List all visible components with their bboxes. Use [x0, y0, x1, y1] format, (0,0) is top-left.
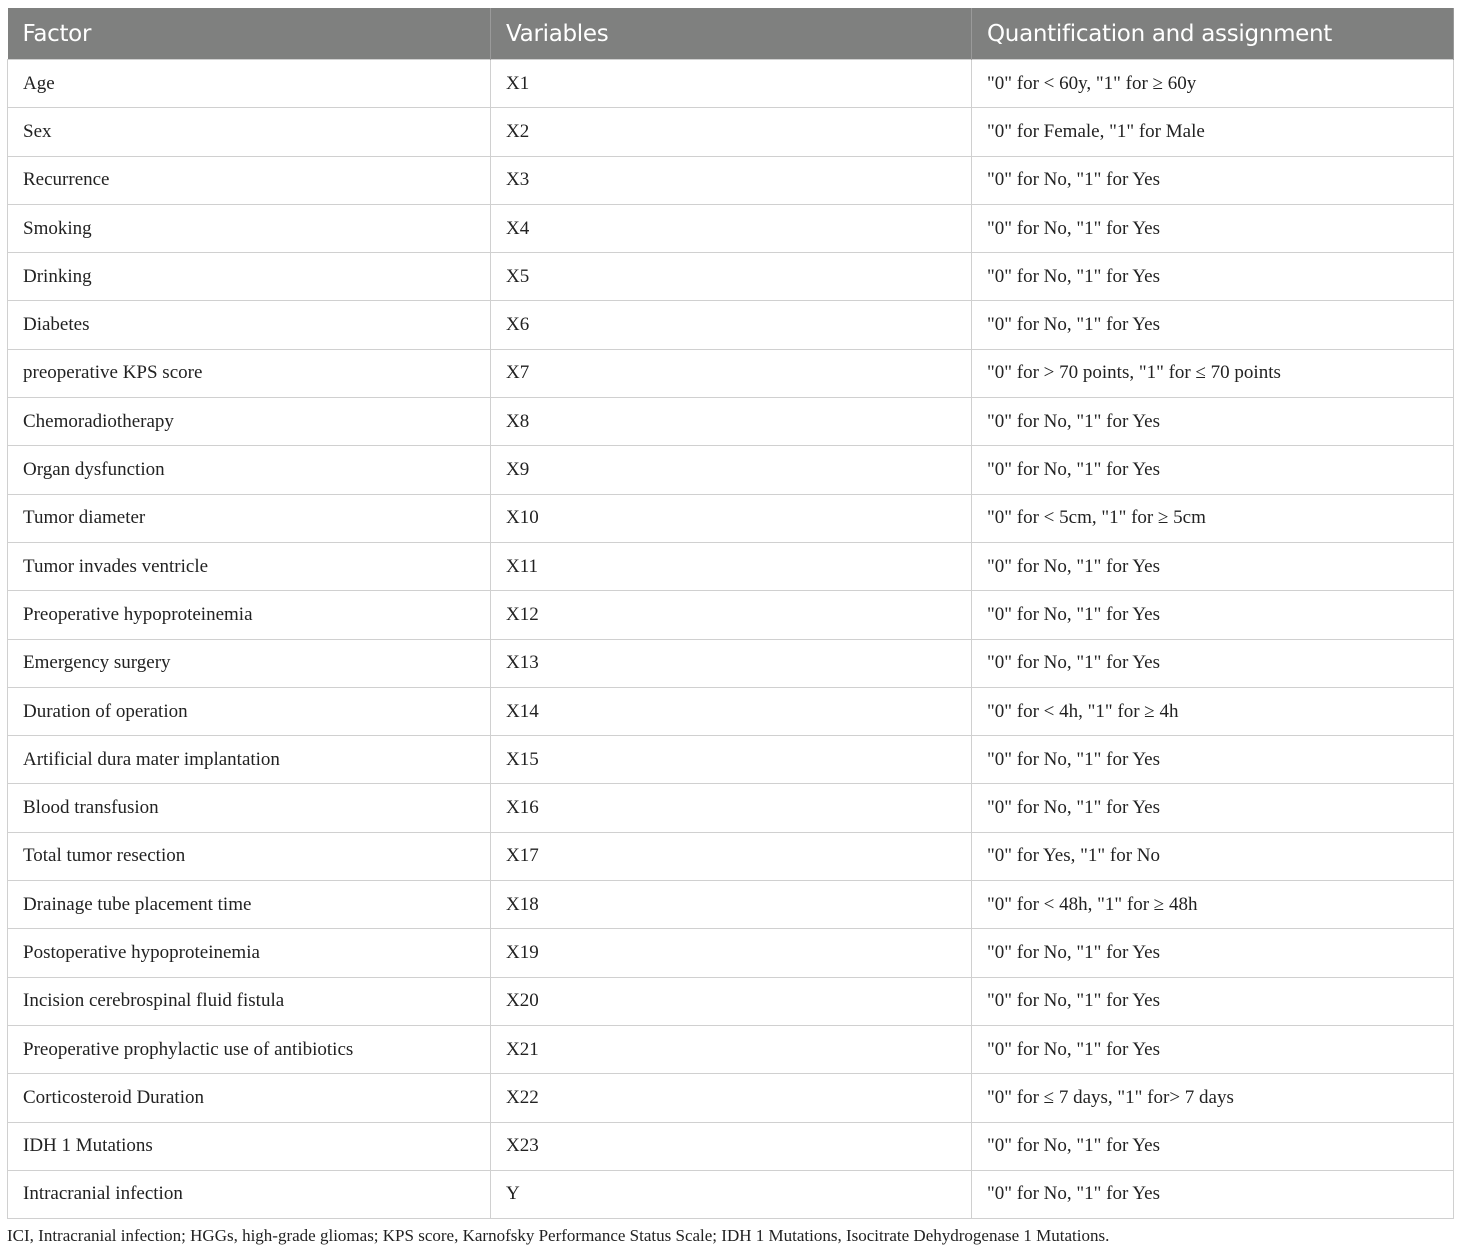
assignment-cell: "0" for ≤ 7 days, "1" for> 7 days	[972, 1074, 1454, 1122]
assignment-cell: "0" for No, "1" for Yes	[972, 929, 1454, 977]
factor-cell: Recurrence	[8, 156, 491, 204]
table-row	[8, 398, 1454, 446]
table-row	[8, 542, 1454, 590]
table-row	[8, 591, 1454, 639]
factor-cell: IDH 1 Mutations	[8, 1122, 491, 1170]
table-row	[8, 784, 1454, 832]
variable-cell: X8	[491, 398, 972, 446]
variable-cell: X21	[491, 1025, 972, 1073]
variable-cell: X10	[491, 494, 972, 542]
table-row	[8, 1122, 1454, 1170]
assignment-cell: "0" for No, "1" for Yes	[972, 784, 1454, 832]
factor-cell: Artificial dura mater implantation	[8, 736, 491, 784]
factor-cell: Smoking	[8, 204, 491, 252]
factor-cell: Duration of operation	[8, 687, 491, 735]
assignment-cell: "0" for < 4h, "1" for ≥ 4h	[972, 687, 1454, 735]
assignment-cell: "0" for No, "1" for Yes	[972, 156, 1454, 204]
table-row	[8, 1170, 1454, 1218]
variable-cell: X23	[491, 1122, 972, 1170]
assignment-cell: "0" for No, "1" for Yes	[972, 1122, 1454, 1170]
table-row	[8, 60, 1454, 108]
variable-cell: Y	[491, 1170, 972, 1218]
factor-cell: Preoperative prophylactic use of antibiotics	[8, 1025, 491, 1073]
assignment-cell: "0" for No, "1" for Yes	[972, 1025, 1454, 1073]
assignment-cell: "0" for No, "1" for Yes	[972, 542, 1454, 590]
variable-cell: X2	[491, 108, 972, 156]
variable-cell: X1	[491, 60, 972, 108]
table-row	[8, 349, 1454, 397]
assignment-cell: "0" for No, "1" for Yes	[972, 398, 1454, 446]
assignment-cell: "0" for No, "1" for Yes	[972, 736, 1454, 784]
factor-cell: Tumor diameter	[8, 494, 491, 542]
variable-cell: X6	[491, 301, 972, 349]
factor-cell: Diabetes	[8, 301, 491, 349]
factor-cell: Preoperative hypoproteinemia	[8, 591, 491, 639]
factor-cell: Intracranial infection	[8, 1170, 491, 1218]
table-row	[8, 639, 1454, 687]
variable-cell: X18	[491, 881, 972, 929]
table-row	[8, 446, 1454, 494]
factor-cell: Incision cerebrospinal fluid fistula	[8, 977, 491, 1025]
variable-cell: X4	[491, 204, 972, 252]
factor-cell: Age	[8, 60, 491, 108]
header-variables: Variables	[491, 8, 972, 60]
table-footnote: ICI, Intracranial infection; HGGs, high-grade gliomas; KPS score, Karnofsky Performance Status Scale; IDH 1 Mutations, Isocitrate Dehydrogenase 1 Mutations.	[7, 1226, 1110, 1245]
variable-cell: X12	[491, 591, 972, 639]
variable-cell: X7	[491, 349, 972, 397]
table-row	[8, 301, 1454, 349]
variable-cell: X5	[491, 253, 972, 301]
assignment-cell: "0" for No, "1" for Yes	[972, 1170, 1454, 1218]
factor-cell: Chemoradiotherapy	[8, 398, 491, 446]
assignment-cell: "0" for Female, "1" for Male	[972, 108, 1454, 156]
assignment-cell: "0" for No, "1" for Yes	[972, 204, 1454, 252]
variable-cell: X9	[491, 446, 972, 494]
table-row	[8, 832, 1454, 880]
variable-cell: X11	[491, 542, 972, 590]
factor-cell: Blood transfusion	[8, 784, 491, 832]
table-row	[8, 929, 1454, 977]
table-row	[8, 156, 1454, 204]
factor-cell: Emergency surgery	[8, 639, 491, 687]
factor-table	[7, 8, 1454, 1219]
table-row	[8, 494, 1454, 542]
variable-cell: X13	[491, 639, 972, 687]
variable-cell: X3	[491, 156, 972, 204]
variable-cell: X17	[491, 832, 972, 880]
factor-cell: Drinking	[8, 253, 491, 301]
table-row	[8, 977, 1454, 1025]
assignment-cell: "0" for No, "1" for Yes	[972, 446, 1454, 494]
header-quantification: Quantification and assignment	[972, 8, 1454, 60]
factor-cell: Drainage tube placement time	[8, 881, 491, 929]
table-row	[8, 253, 1454, 301]
variable-cell: X20	[491, 977, 972, 1025]
factor-cell: Total tumor resection	[8, 832, 491, 880]
table-row	[8, 1074, 1454, 1122]
assignment-cell: "0" for < 5cm, "1" for ≥ 5cm	[972, 494, 1454, 542]
factor-cell: preoperative KPS score	[8, 349, 491, 397]
table-row	[8, 204, 1454, 252]
factor-cell: Corticosteroid Duration	[8, 1074, 491, 1122]
assignment-cell: "0" for No, "1" for Yes	[972, 639, 1454, 687]
variable-cell: X22	[491, 1074, 972, 1122]
variable-cell: X16	[491, 784, 972, 832]
assignment-cell: "0" for < 48h, "1" for ≥ 48h	[972, 881, 1454, 929]
variable-cell: X15	[491, 736, 972, 784]
assignment-cell: "0" for Yes, "1" for No	[972, 832, 1454, 880]
table-row	[8, 108, 1454, 156]
factor-cell: Organ dysfunction	[8, 446, 491, 494]
header-factor: Factor	[8, 8, 491, 60]
assignment-cell: "0" for No, "1" for Yes	[972, 591, 1454, 639]
variable-cell: X14	[491, 687, 972, 735]
table-row	[8, 1025, 1454, 1073]
table-row	[8, 881, 1454, 929]
factor-cell: Tumor invades ventricle	[8, 542, 491, 590]
table-row	[8, 687, 1454, 735]
assignment-cell: "0" for No, "1" for Yes	[972, 301, 1454, 349]
variable-cell: X19	[491, 929, 972, 977]
assignment-cell: "0" for > 70 points, "1" for ≤ 70 points	[972, 349, 1454, 397]
factor-cell: Postoperative hypoproteinemia	[8, 929, 491, 977]
table-header-row	[8, 8, 1454, 60]
table-row	[8, 736, 1454, 784]
assignment-cell: "0" for No, "1" for Yes	[972, 977, 1454, 1025]
assignment-cell: "0" for < 60y, "1" for ≥ 60y	[972, 60, 1454, 108]
assignment-cell: "0" for No, "1" for Yes	[972, 253, 1454, 301]
factor-cell: Sex	[8, 108, 491, 156]
